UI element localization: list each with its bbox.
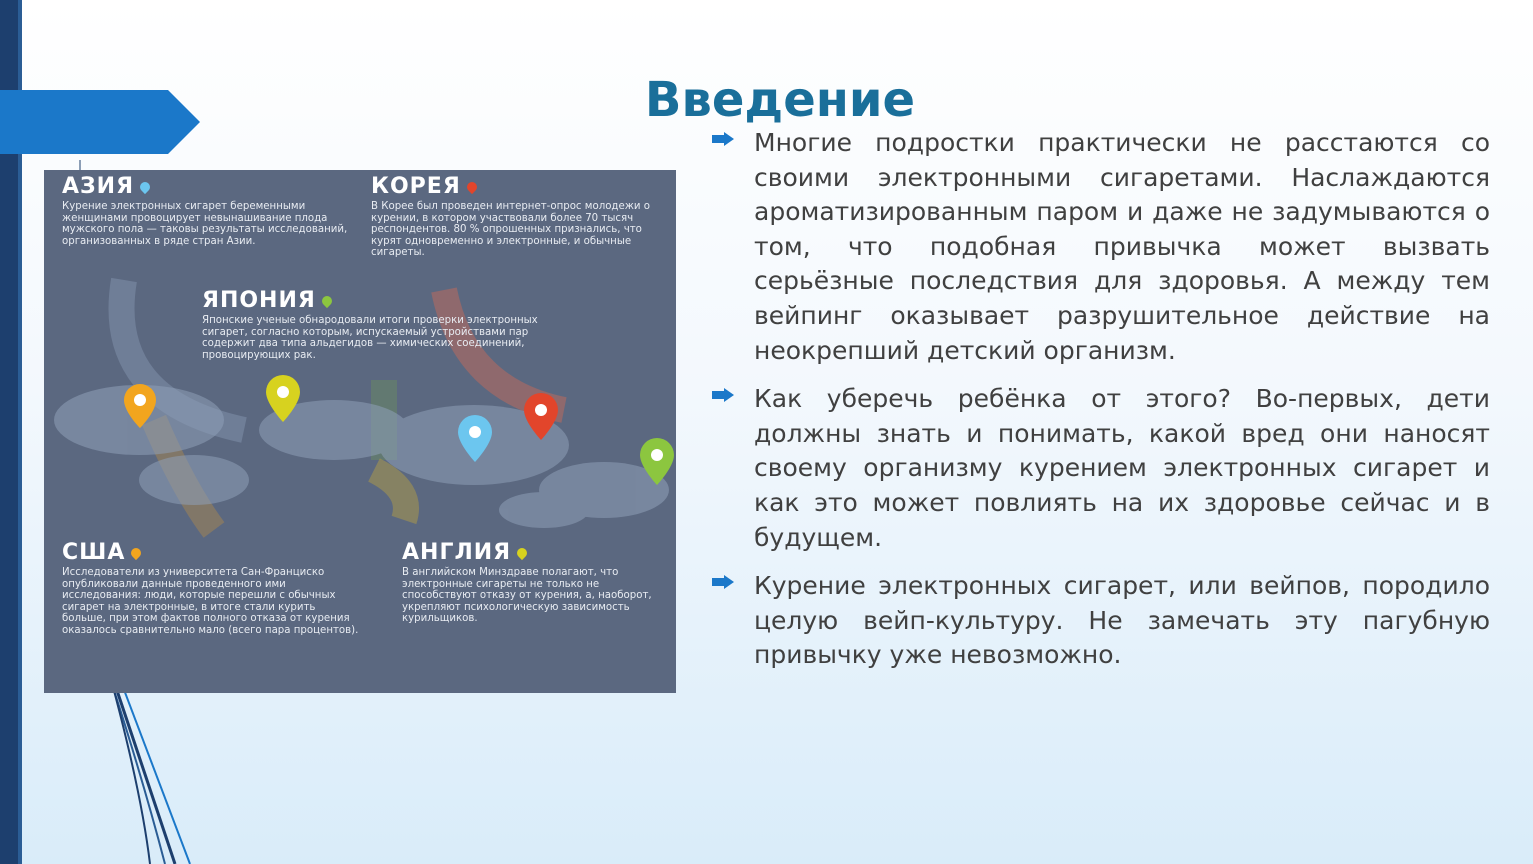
region-asia	[62, 174, 352, 247]
bullet-item	[712, 126, 1490, 368]
region-japan-name: ЯПОНИЯ	[202, 288, 316, 313]
region-usa-text: Исследователи из университета Сан-Франциско опубликовали данные проведенного ими исследования: люди, которые перешли с обычных сигарет на электронные, в итоге стали курить больше, при этом фактов полного отказа от курения оказалось сравнительно мало (всего пара процентов).	[62, 567, 359, 636]
pin-small-icon	[465, 180, 479, 194]
bullet-item	[712, 382, 1490, 555]
region-asia-name: АЗИЯ	[62, 174, 135, 199]
arrow-bullet-icon	[712, 388, 734, 402]
region-korea-name: КОРЕЯ	[371, 174, 461, 199]
region-england-name: АНГЛИЯ	[402, 540, 512, 565]
region-korea	[371, 174, 671, 259]
pin-small-icon	[138, 180, 152, 194]
region-england	[402, 540, 667, 625]
arrow-bullet-icon	[712, 575, 734, 589]
bullet-text: Как уберечь ребёнка от этого? Во-первых, дети должны знать и понимать, какой вред они наносят своему организму курением электронных сигарет и как это может повлиять на их здоровье сейчас и в будущем.	[754, 384, 1490, 552]
pin-small-icon	[129, 546, 143, 560]
region-korea-text: В Корее был проведен интернет-опрос молодежи о курении, в котором участвовали более 70 тысяч респондентов. 80 % опрошенных признались, что курят одновременно и электронные, и обычные сигареты.	[371, 201, 651, 258]
slide-title: Введение	[644, 72, 916, 129]
pin-small-icon	[515, 546, 529, 560]
region-asia-text: Курение электронных сигарет беременными женщинами провоцирует невынашивание плода мужского пола — таковы результаты исследований, организованных в ряде стран Азии.	[62, 201, 348, 247]
region-usa	[62, 540, 362, 636]
arrow-bullet-icon	[712, 132, 734, 146]
bullet-list	[712, 126, 1490, 687]
infographic-image	[44, 170, 676, 693]
bullet-text: Курение электронных сигарет, или вейпов, породило целую вейп-культуру. Не замечать эту пагубную привычку уже невозможно.	[754, 571, 1490, 670]
pin-small-icon	[320, 294, 334, 308]
accent-arrow-tab	[0, 90, 200, 154]
bullet-item	[712, 569, 1490, 673]
region-usa-name: США	[62, 540, 126, 565]
region-japan	[202, 288, 582, 361]
bullet-text: Многие подростки практически не расстаются со своими электронными сигаретами. Наслаждаются ароматизированным паром и даже не задумываются о том, что подобная привычка может вызвать серьёзные последствия для здоровья. А между тем вейпинг оказывает разрушительное действие на неокрепший детский организм.	[754, 128, 1490, 365]
region-england-text: В английском Минздраве полагают, что электронные сигареты не только не способствуют отказу от курения, а, наоборот, укрепляют психологическую зависимость курильщиков.	[402, 567, 652, 624]
region-japan-text: Японские ученые обнародовали итоги проверки электронных сигарет, согласно которым, испускаемый устройствами пар содержит два типа альдегидов — химических соединений, провоцирующих рак.	[202, 315, 538, 361]
